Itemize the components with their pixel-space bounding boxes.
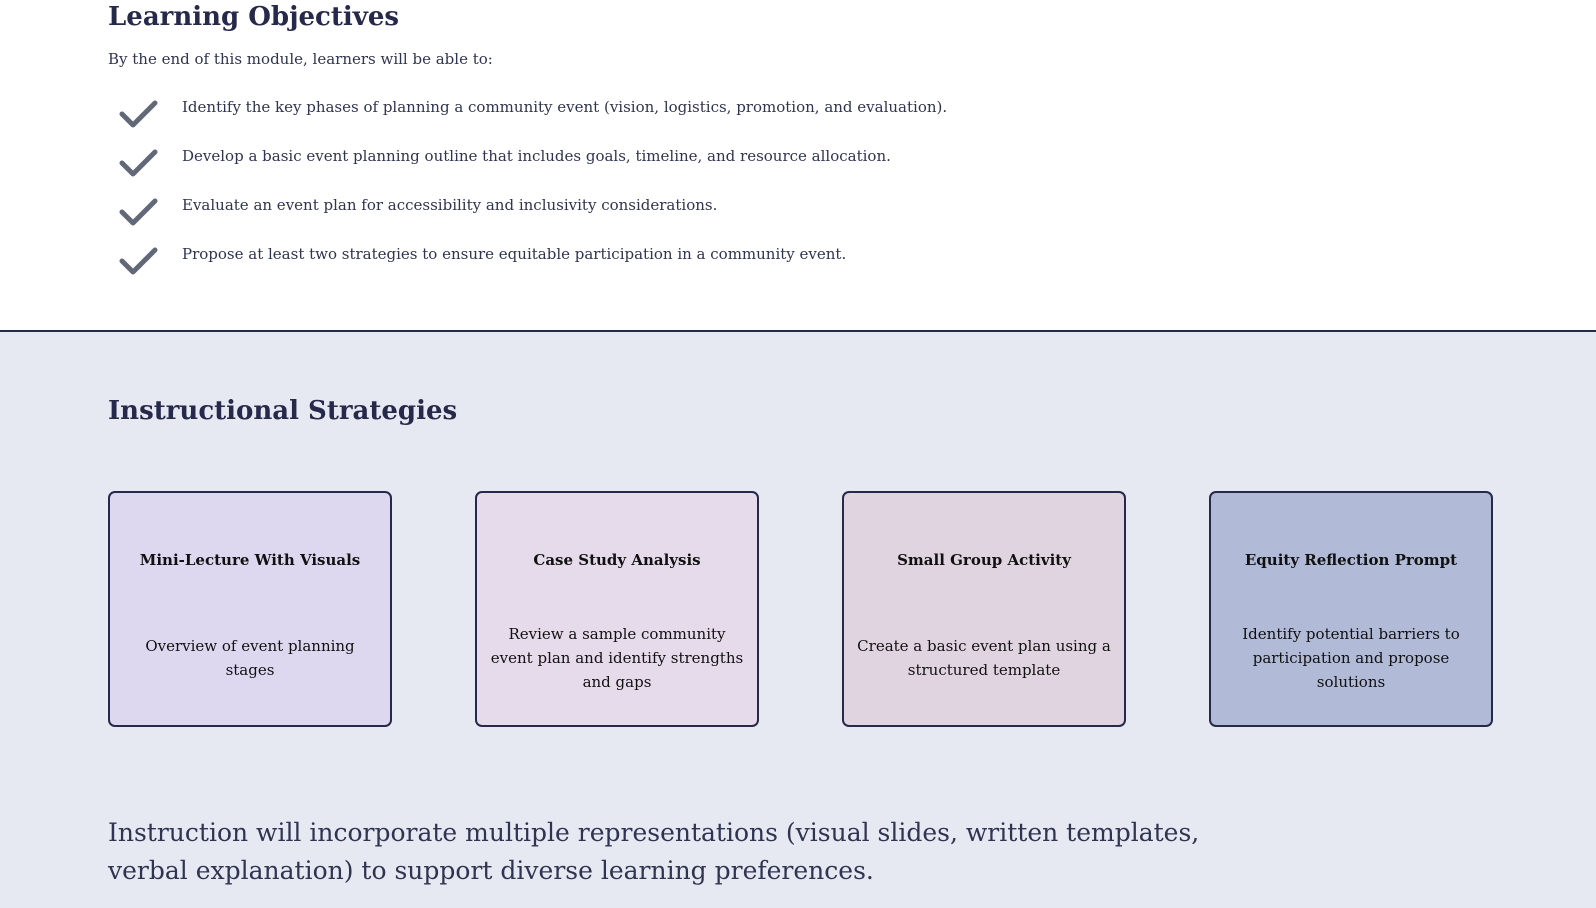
learning-objectives-title: Learning Objectives: [108, 2, 400, 32]
strategy-card-small-group: [842, 491, 1126, 727]
strategy-card-title: Equity Reflection Prompt: [1244, 551, 1458, 569]
checkmark-icon: [118, 98, 160, 130]
objective-text: Evaluate an event plan for accessibility and inclusivity considerations.: [182, 196, 718, 214]
objective-text: Identify the key phases of planning a community event (vision, logistics, promotion, and evaluation).: [182, 98, 948, 116]
strategy-card-description: Identify potential barriers to participation and propose solutions: [1242, 625, 1460, 691]
strategy-card-case-study: [475, 491, 759, 727]
instructional-strategies-section: [0, 332, 1596, 908]
instructional-strategies-title: Instructional Strategies: [108, 396, 458, 426]
learning-objectives-section: [0, 0, 1596, 330]
checkmark-icon: [118, 147, 160, 179]
learning-objectives-intro: By the end of this module, learners will be able to:: [108, 50, 493, 68]
strategy-card-description: Create a basic event plan using a structured template: [857, 637, 1111, 679]
strategy-card-title: Case Study Analysis: [533, 551, 701, 569]
strategy-card-description: Overview of event planning stages: [145, 637, 355, 679]
checkmark-icon: [118, 245, 160, 277]
strategy-card-title: Small Group Activity: [897, 551, 1071, 569]
objective-text: Develop a basic event planning outline that includes goals, timeline, and resource allocation.: [182, 147, 891, 165]
strategies-summary: Instruction will incorporate multiple representations (visual slides, written templates, verbal explanation) to support diverse learning preferences.: [108, 818, 1200, 885]
strategy-card-description: Review a sample community event plan and identify strengths and gaps: [490, 625, 744, 691]
objective-text: Propose at least two strategies to ensure equitable participation in a community event.: [182, 245, 847, 263]
strategy-card-mini-lecture: [108, 491, 392, 727]
strategy-card-title: Mini-Lecture With Visuals: [139, 551, 361, 569]
strategy-card-equity-reflection: [1209, 491, 1493, 727]
checkmark-icon: [118, 196, 160, 228]
